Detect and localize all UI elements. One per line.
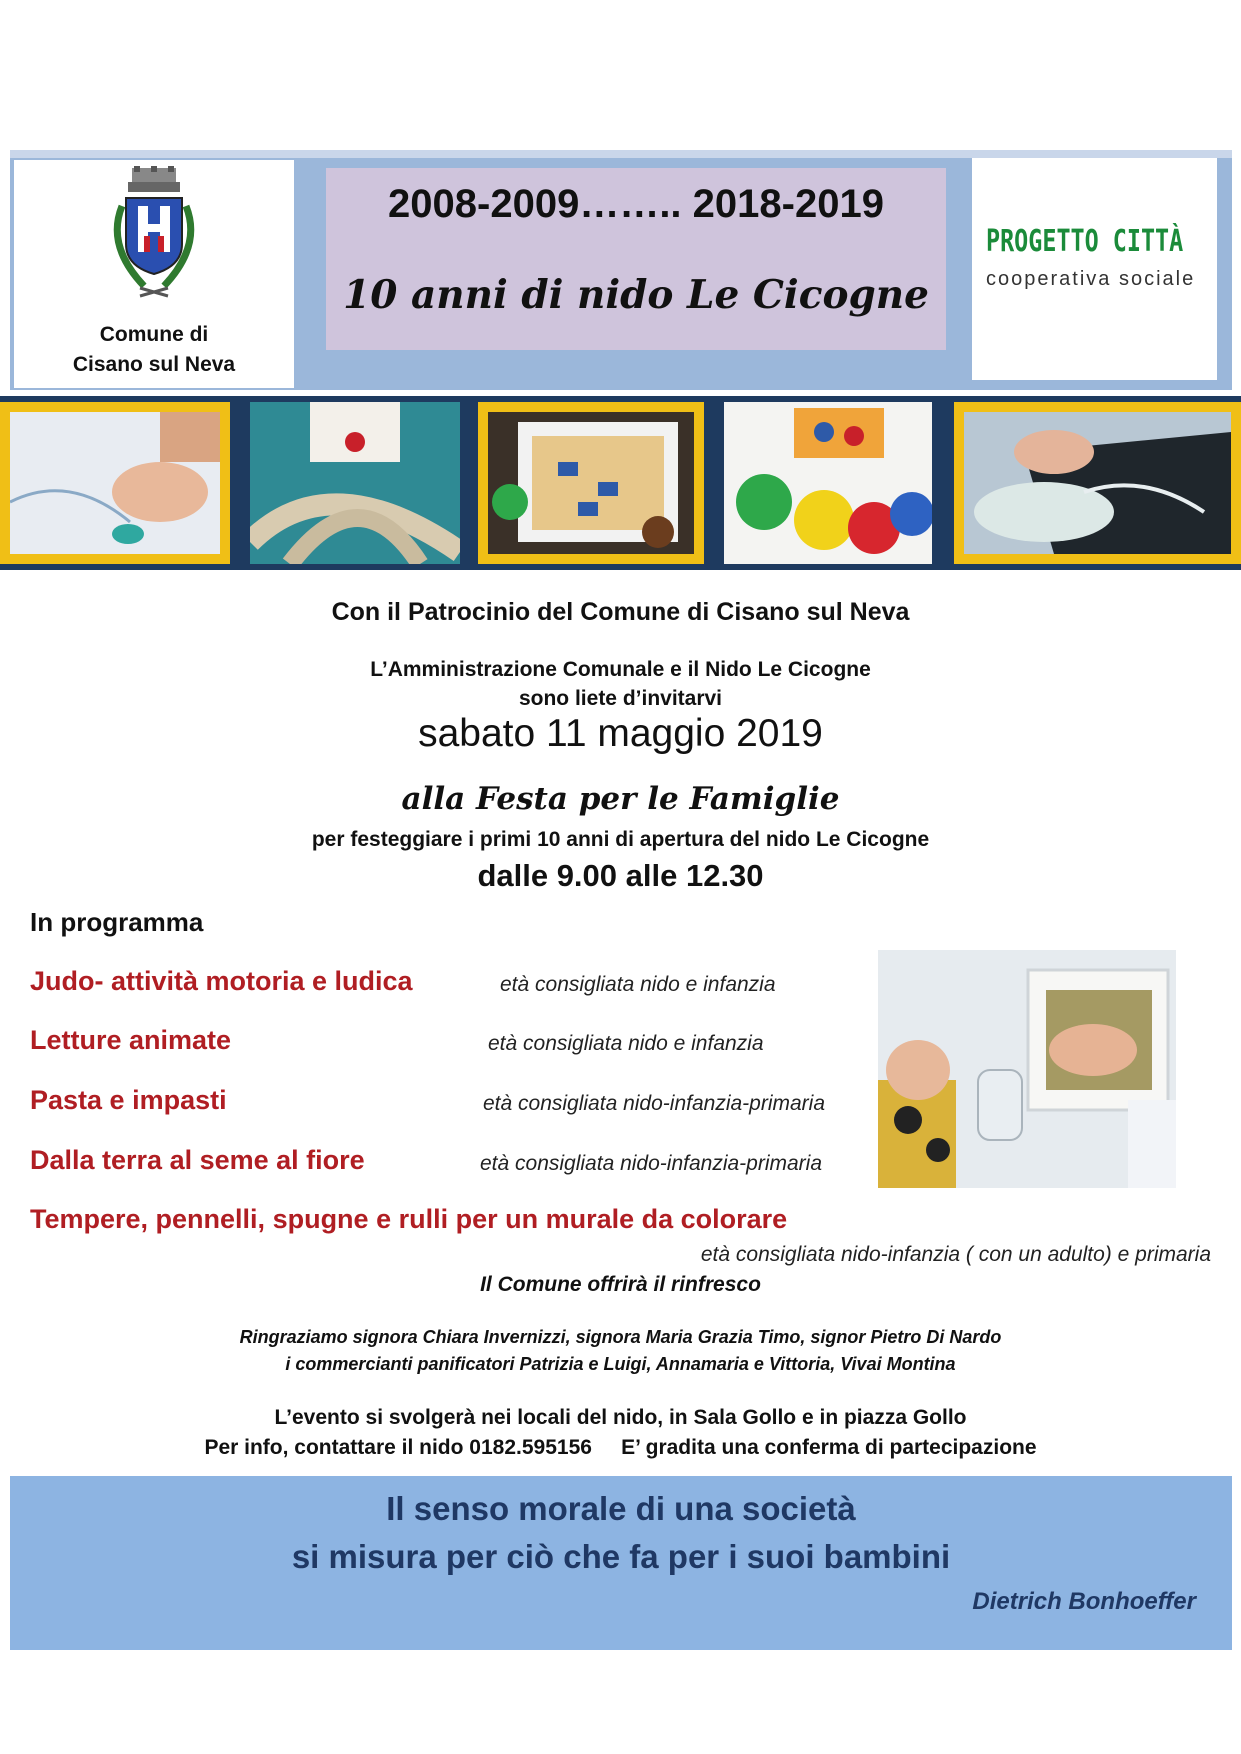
- coop-name: PROGETTO CITTÀ: [986, 224, 1184, 259]
- activity-age: età consigliata nido e infanzia: [488, 1032, 764, 1055]
- shaving-foam-play-photo: [954, 402, 1241, 564]
- quote-band: [10, 1476, 1232, 1650]
- sensory-tray-photo: [478, 402, 704, 564]
- years-heading: 2008-2009…….. 2018-2019: [388, 182, 884, 226]
- rinfresco-note: Il Comune offrirà il rinfresco: [480, 1273, 761, 1296]
- event-location: L’evento si svolgerà nei locali del nido, in Sala Gollo e in piazza Gollo: [274, 1406, 967, 1429]
- event-hours: dalle 9.00 alle 12.30: [477, 858, 764, 893]
- activity-age: età consigliata nido e infanzia: [500, 973, 776, 996]
- quote-line2: si misura per ciò che fa per i suoi bambini: [291, 1538, 951, 1575]
- nido-title: 10 anni di nido Le Cicogne: [343, 272, 929, 318]
- festa-title: alla Festa per le Famiglie: [401, 781, 840, 817]
- title-box: [326, 168, 946, 350]
- quote-line1: Il senso morale di una società: [386, 1490, 856, 1527]
- event-date: sabato 11 maggio 2019: [418, 712, 823, 755]
- programma-label: In programma: [30, 907, 204, 937]
- coop-subtitle: cooperativa sociale: [986, 268, 1196, 290]
- header-strip: [10, 150, 1232, 158]
- coop-logo-box: [972, 158, 1217, 380]
- activity-name: Tempere, pennelli, spugne e rulli per un murale da colorare: [30, 1204, 788, 1234]
- photo-strip: [0, 396, 1241, 570]
- comune-crest-icon: [104, 166, 204, 304]
- comune-label: [14, 320, 294, 380]
- patrocinio-line: Con il Patrocinio del Comune di Cisano sul Neva: [331, 598, 910, 626]
- activity-name: Judo- attività motoria e ludica: [30, 966, 413, 996]
- thanks-line1: Ringraziamo signora Chiara Invernizzi, signora Maria Grazia Timo, signor Pietro Di Nardo: [239, 1327, 1002, 1347]
- colored-paint-jars-photo: [724, 402, 932, 564]
- quote-author: Dietrich Bonhoeffer: [972, 1588, 1196, 1615]
- activity-name: Pasta e impasti: [30, 1085, 227, 1115]
- event-info: [0, 1403, 1241, 1463]
- child-playing-straps-photo: [250, 402, 460, 564]
- liete-line: sono liete d’invitarvi: [518, 687, 723, 710]
- activity-age: età consigliata nido-infanzia-primaria: [480, 1152, 823, 1175]
- event-contact: Per info, contattare il nido 0182.595156 E’ gradita una conferma di partecipazione: [204, 1436, 1037, 1459]
- thanks-text: [0, 1324, 1241, 1378]
- child-seeds-photo: [878, 950, 1176, 1188]
- comune-line1: Comune di: [99, 323, 209, 346]
- child-drawing-photo: [0, 402, 230, 564]
- comune-line2: Cisano sul Neva: [72, 353, 236, 376]
- activity-name: Dalla terra al seme al fiore: [30, 1145, 365, 1175]
- amministrazione-line: L’Amministrazione Comunale e il Nido Le Cicogne: [370, 658, 871, 681]
- activity-name: Letture animate: [30, 1025, 232, 1055]
- thanks-line2: i commercianti panificatori Patrizia e Luigi, Annamaria e Vittoria, Vivai Montina: [285, 1354, 956, 1374]
- amministrazione-text: [0, 655, 1241, 713]
- comune-logo-box: [14, 160, 294, 388]
- festeggiare-line: per festeggiare i primi 10 anni di apertura del nido Le Cicogne: [311, 828, 930, 851]
- activity-age: età consigliata nido-infanzia ( con un adulto) e primaria: [700, 1243, 1211, 1266]
- activity-age: età consigliata nido-infanzia-primaria: [483, 1092, 826, 1115]
